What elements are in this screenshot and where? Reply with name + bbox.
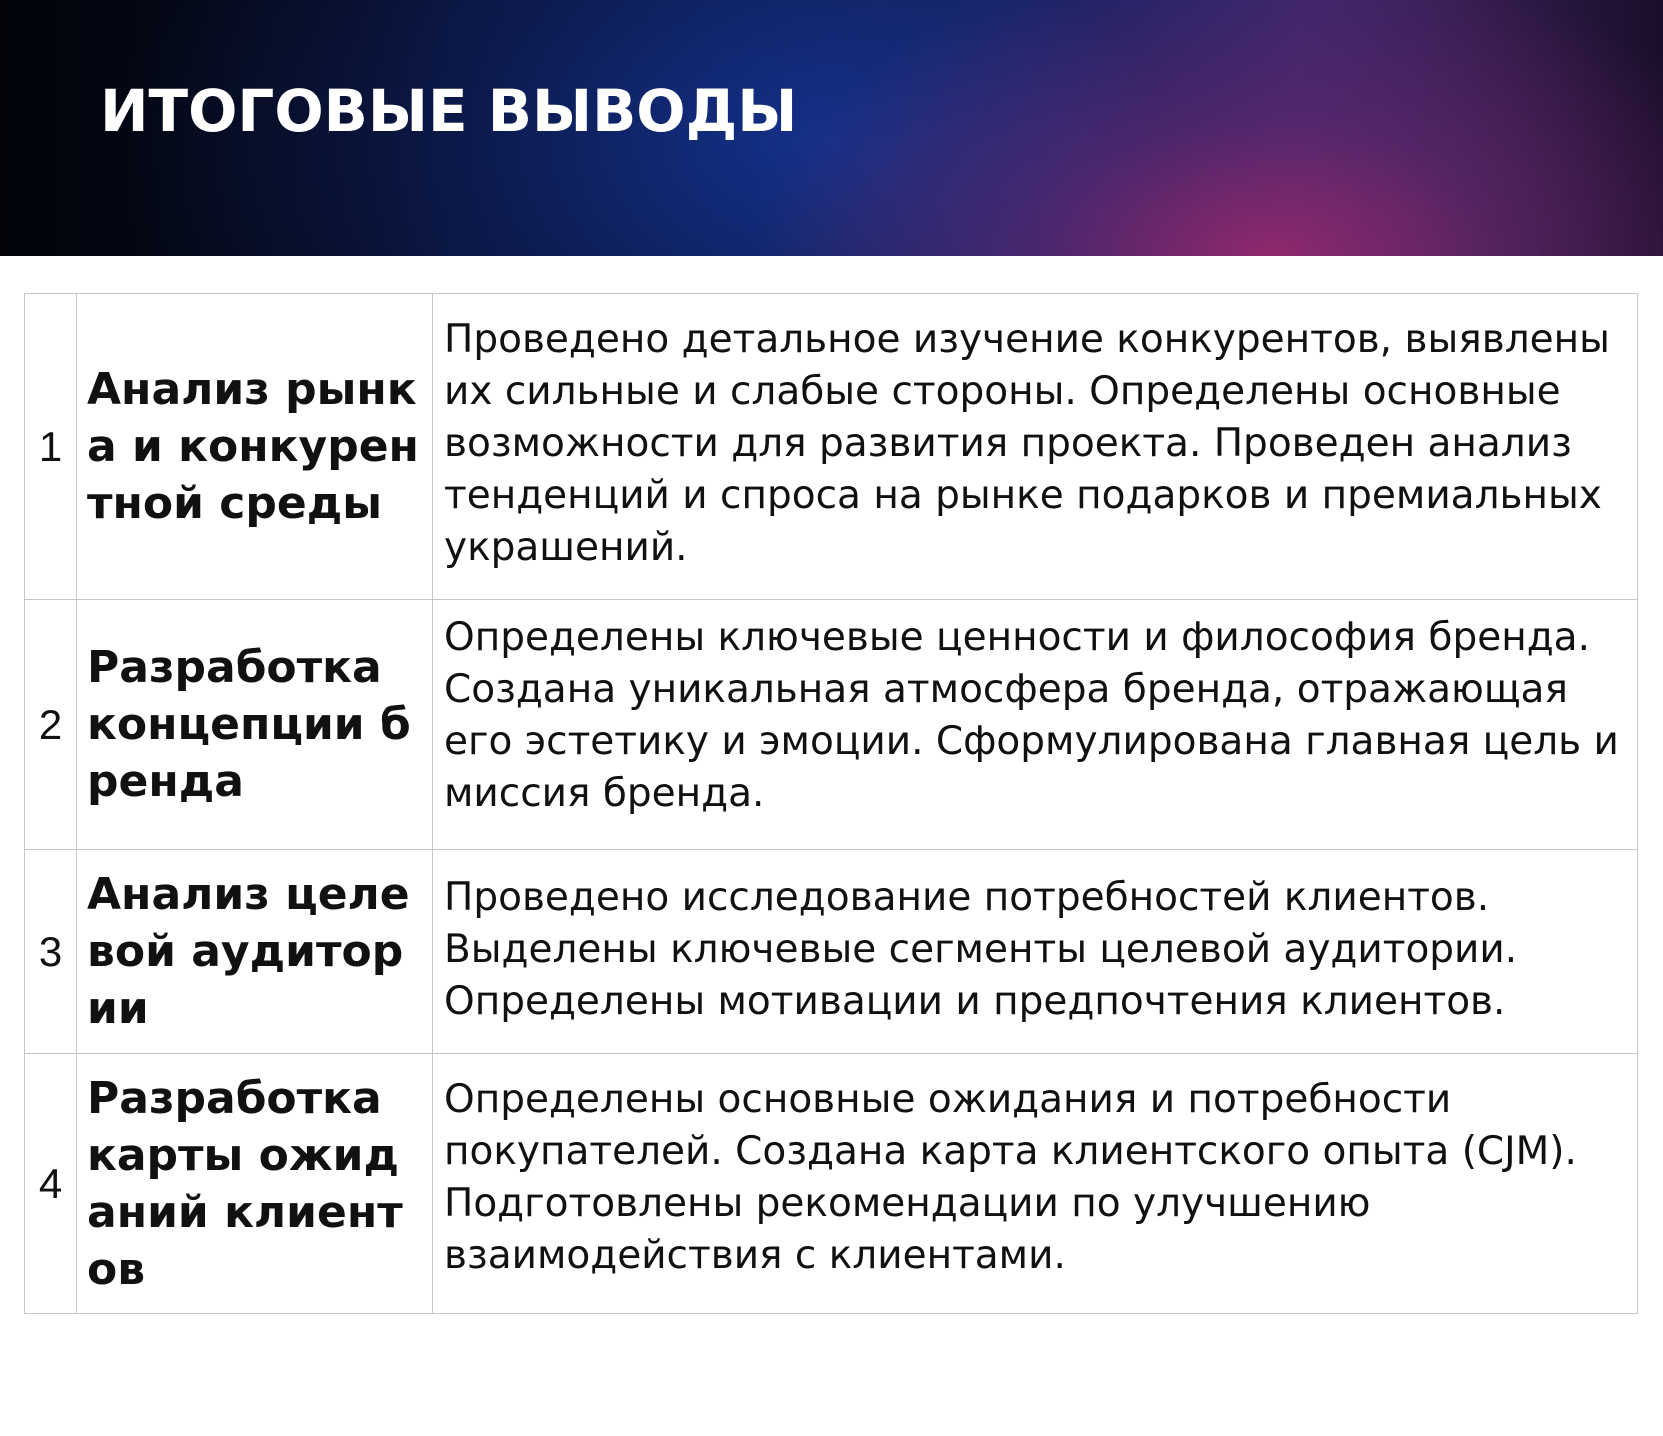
header-banner	[0, 0, 1663, 256]
conclusions-table-container	[24, 293, 1637, 1314]
row-topic: Анализ целевой аудитории	[77, 850, 433, 1054]
row-number: 4	[25, 1054, 77, 1314]
row-description: Определены ключевые ценности и философия бренда. Создана уникальная атмосфера бренда, отражающая его эстетику и эмоции. Сформулирована главная цель и миссия бренда.	[433, 600, 1638, 850]
table-row	[25, 600, 1638, 850]
row-topic: Разработка концепции бренда	[77, 600, 433, 850]
conclusions-table	[24, 293, 1638, 1314]
row-number: 3	[25, 850, 77, 1054]
row-topic: Анализ рынка и конкурентной среды	[77, 294, 433, 600]
table-row	[25, 850, 1638, 1054]
row-description: Проведено исследование потребностей клиентов. Выделены ключевые сегменты целевой аудитории. Определены мотивации и предпочтения клиентов.	[433, 850, 1638, 1054]
row-description: Проведено детальное изучение конкурентов, выявлены их сильные и слабые стороны. Определены основные возможности для развития проекта. Проведен анализ тенденций и спроса на рынке подарков и премиальных украшений.	[433, 294, 1638, 600]
table-row	[25, 1054, 1638, 1314]
row-description: Определены основные ожидания и потребности покупателей. Создана карта клиентского опыта (CJM). Подготовлены рекомендации по улучшению взаимодействия с клиентами.	[433, 1054, 1638, 1314]
table-row	[25, 294, 1638, 600]
row-number: 2	[25, 600, 77, 850]
row-number: 1	[25, 294, 77, 600]
page-title: ИТОГОВЫЕ ВЫВОДЫ	[100, 77, 798, 145]
row-topic: Разработка карты ожиданий клиентов	[77, 1054, 433, 1314]
